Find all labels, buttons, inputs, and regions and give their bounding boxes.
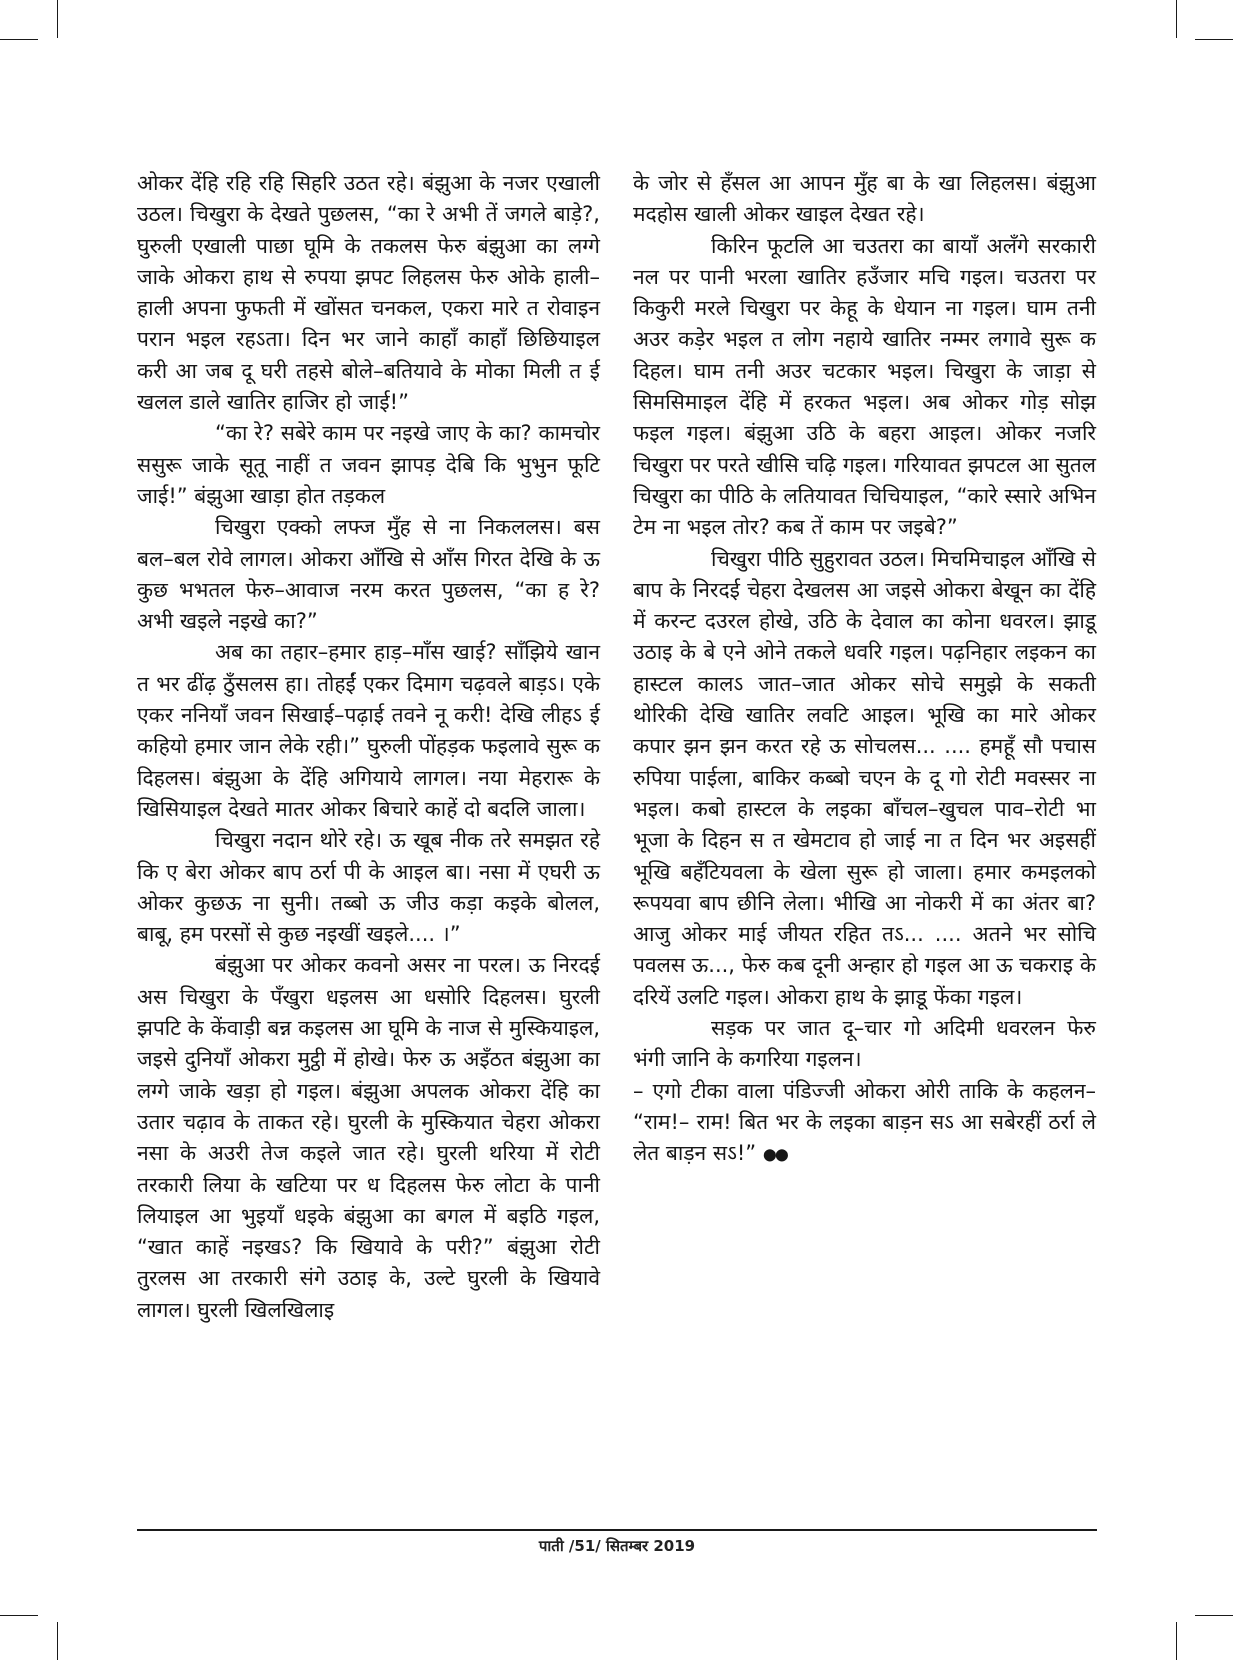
paragraph: चिखुरा नदान थोरे रहे। ऊ खूब नीक तरे समझत रहे कि ए बेरा ओकर बाप ठर्रा पी के आइल बा। नसा में एघरी ऊ ओकर कुछऊ ना सुनी। तब्बो ऊ जीउ कड़ा कइके बोलल, बाबू, हम परसों से कुछ नइखीं खइले.... ।” <box>137 828 600 947</box>
crop-mark-tl-h <box>0 39 38 40</box>
crop-mark-br-h <box>1195 1615 1233 1616</box>
closing-paragraph <box>633 1076 1096 1170</box>
right-text-column <box>633 168 1096 1170</box>
crop-mark-tl-v <box>57 0 58 38</box>
footer-rule <box>137 1529 1097 1531</box>
paragraph: चिखुरा एक्को लफ्ज मुँह से ना निकललस। बस बल–बल रोवे लागल। ओकरा आँखि से आँस गिरत देखि के ऊ कुछ भभतल फेरु–आवाज नरम करत पुछलस, “का ह रे? अभी खइले नइखे का?” <box>137 515 600 634</box>
paragraph-text: – एगो टीका वाला पंडिज्जी ओकरा ओरी ताकि के कहलन– “राम!– राम! बित भर के लइका बाड़न सऽ आ सबेरहीं ठर्रा ले लेत बाड़न सऽ!” <box>633 1078 1096 1166</box>
paragraph: किरिन फूटलि आ चउतरा का बायाँ अलँगे सरकारी नल पर पानी भरला खातिर हउँजार मचि गइल। चउतरा पर किकुरी मरले चिखुरा पर केहू के धेयान ना गइल। घाम तनी अउर कड़ेर भइल त लोग नहाये खातिर नम्मर लगावे सुरू क दिहल। घाम तनी अउर चटकार भइल। चिखुरा के जाड़ा से सिमसिमाइल देंहि में हरकत भइल। अब ओकर गोड़ सोझ फइल गइल। बंझुआ उठि के बहरा आइल। ओकर नजरि चिखुरा पर परते खीसि चढ़ि गइल। गरियावत झपटल आ सुतल चिखुरा का पीठि के लतियावत चिचियाइल, “कारे स्सारे अभिन टेम ना भइल तोर? कब तें काम पर जइबे?” <box>633 233 1096 540</box>
paragraph: के जोर से हँसल आ आपन मुँह बा के खा लिहलस। बंझुआ मदहोस खाली ओकर खाइल देखत रहे। <box>633 171 1096 227</box>
left-text-column <box>137 168 600 1326</box>
page-footer: पाती /51/ सितम्बर 2019 <box>538 1537 696 1555</box>
end-mark-icon: ●● <box>762 1144 787 1164</box>
crop-mark-bl-v <box>57 1622 58 1660</box>
paragraph: “का रे? सबेरे काम पर नइखे जाए के का? कामचोर ससुरू जाके सूतू नाहीं त जवन झापड़ देबि कि भुभुन फूटि जाई!” बंझुआ खाड़ा होत तड़कल <box>137 421 600 508</box>
paragraph: ओकर देंहि रहि रहि सिहरि उठत रहे। बंझुआ के नजर एखाली उठल। चिखुरा के देखते पुछलस, “का रे अभी तें जगले बाड़े?, घुरुली एखाली पाछा घूमि के तकलस फेरु बंझुआ का लग्गे जाके ओकरा हाथ से रुपया झपट लिहलस फेरु ओके हाली–हाली अपना फुफती में खोंसत चनकल, एकरा मारे त रोवाइन परान भइल रहऽता। दिन भर जाने काहाँ काहाँ छिछियाइल करी आ जब दू घरी तहसे बोले–बतियावे के मोका मिली त ई खलल डाले खातिर हाजिर हो जाई!” <box>137 171 600 415</box>
paragraph: बंझुआ पर ओकर कवनो असर ना परल। ऊ निरदई अस चिखुरा के पँखुरा धइलस आ धसोरि दिहलस। घुरली झपटि के केंवाड़ी बन्न कइलस आ घूमि के नाज से मुस्कियाइल, जइसे दुनियाँ ओकरा मुट्ठी में होखे। फेरु ऊ अइँठत बंझुआ का लग्गे जाके खड़ा हो गइल। बंझुआ अपलक ओकरा देंहि का उतार चढ़ाव के ताकत रहे। घुरली के मुस्कियात चेहरा ओकरा नसा के अउरी तेज कइले जात रहे। घुरली थरिया में रोटी तरकारी लिया के खटिया पर ध दिहलस फेरु लोटा के पानी लियाइल आ भुइयाँ धइके बंझुआ का बगल में बइठि गइल, “खात काहें नइखऽ? कि खियावे के परी?” बंझुआ रोटी तुरलस आ तरकारी संगे उठाइ के, उल्टे घुरली के खियावे लागल। घुरली खिलखिलाइ <box>137 953 600 1322</box>
paragraph: सड़क पर जात दू–चार गो अदिमी धवरलन फेरु भंगी जानि के कगरिया गइलन। <box>633 1016 1096 1072</box>
paragraph: अब का तहार–हमार हाड़–माँस खाई? साँझिये खान त भर ढींढ़ ठुँसलस हा। तोहईं एकर दिमाग चढ़वले बाड़ऽ। एके एकर ननियाँ जवन सिखाई–पढ़ाई तवने नू करी! देखि लीहऽ ई कहियो हमार जान लेके रही।” घुरुली पोंहड़क फइलावे सुरू क दिहलस। बंझुआ के देंहि अगियाये लागल। नया मेहरारू के खिसियाइल देखते मातर ओकर बिचारे काहें दो बदलि जाला। <box>137 640 600 821</box>
crop-mark-tr-v <box>1176 0 1177 38</box>
crop-mark-bl-h <box>0 1615 38 1616</box>
crop-mark-br-v <box>1176 1622 1177 1660</box>
paragraph: चिखुरा पीठि सुहुरावत उठल। मिचमिचाइल आँखि से बाप के निरदई चेहरा देखलस आ जइसे ओकरा बेखून का देंहि में करन्ट दउरल होखे, उठि के देवाल का कोना धवरल। झाडू उठाइ के बे एने ओने तकले धवरि गइल। पढ़निहार लइकन का हास्टल कालऽ जात–जात ओकर सोचे समुझे के सकती थोरिकी देखि खातिर लवटि आइल। भूखि का मारे ओकर कपार झन झन करत रहे ऊ सोचलस... .... हमहूँ सौ पचास रुपिया पाईला, बाकिर कब्बो चएन के दू गो रोटी मवस्सर ना भइल। कबो हास्टल के लइका बाँचल–खुचल पाव–रोटी भा भूजा के दिहन स त खेमटाव हो जाई ना त दिन भर अइसहीं भूखि बहँटियवला के खेला सुरू हो जाला। हमार कमइलको रूपयवा बाप छीनि लेला। भीखि आ नोकरी में का अंतर बा? आजु ओकर माई जीयत रहित तऽ... .... अतने भर सोचि पवलस ऊ..., फेरु कब दूनी अन्हार हो गइल आ ऊ चकराइ के दरियें उलटि गइल। ओकरा हाथ के झाडू फेंका गइल। <box>633 546 1096 1009</box>
crop-mark-tr-h <box>1195 39 1233 40</box>
